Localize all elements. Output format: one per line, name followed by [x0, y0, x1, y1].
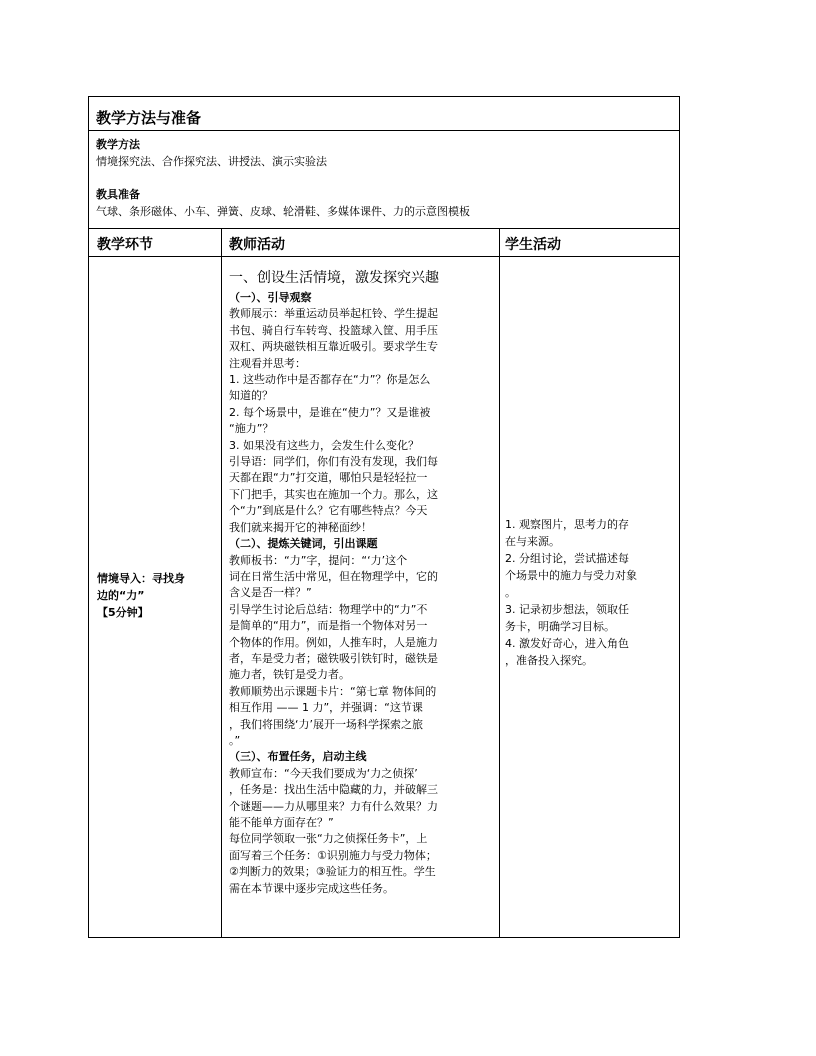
teacher-text-line: ②判断力的效果；③验证力的相互性。学生	[229, 865, 436, 879]
student-text-line: 3. 记录初步想法，领取任	[505, 603, 629, 616]
teacher-text-line: 每位同学领取一张“力之侦探任务卡”，上	[229, 832, 428, 846]
teacher-text-line: 天都在跟“力”打交道，哪怕只是轻轻拉一	[229, 471, 428, 485]
teacher-lines	[229, 290, 491, 897]
teacher-text-line: 引导语：同学们，你们有没有发现，我们每	[229, 455, 438, 469]
teacher-text-line: 。”	[229, 733, 241, 747]
teacher-text-line: 双杠、两块磁铁相互靠近吸引。要求学生专	[229, 340, 438, 354]
teacher-subheading: （一）、引导观察	[229, 291, 312, 304]
teacher-text-line: 知道的？	[229, 389, 273, 403]
student-text-line: 在与来源。	[505, 535, 560, 548]
methods-label: 教学方法	[96, 138, 140, 151]
student-text-line: 2. 分组讨论，尝试描述每	[505, 552, 629, 565]
student-text-line: 4. 激发好奇心，进入角色	[505, 637, 629, 650]
lesson-plan-table	[88, 96, 680, 938]
teacher-text-line: 相互作用 —— 1 力”，并强调：“这节课	[229, 701, 423, 715]
teacher-text-line: 下门把手，其实也在施加一个力。那么，这	[229, 487, 438, 501]
body-row	[89, 257, 679, 937]
teacher-text-line: 教师顺势出示课题卡片：“第七章 物体间的	[229, 684, 437, 698]
teacher-text-line: 施力者，铁钉是受力者。	[229, 668, 350, 682]
teacher-text-line: “施力”？	[229, 422, 274, 436]
student-text-line: 。	[505, 586, 516, 599]
stage-line: 情境导入：寻找身	[97, 572, 185, 585]
student-text-line: 1. 观察图片，思考力的存	[505, 518, 629, 531]
teacher-text-line: 教师展示：举重运动员举起杠铃、学生提起	[229, 307, 438, 321]
teacher-text-line: 者，车是受力者；磁铁吸引铁钉时，磁铁是	[229, 651, 438, 665]
tools-text: 气球、条形磁体、小车、弹簧、皮球、轮滑鞋、多媒体课件、力的示意图模板	[96, 205, 470, 218]
teacher-text-line: 引导学生讨论后总结：物理学中的“力”不	[229, 602, 428, 616]
student-text-line: 务卡，明确学习目标。	[505, 620, 615, 633]
teacher-text-line: 需在本节课中逐步完成这些任务。	[229, 881, 394, 895]
methods-text: 情境探究法、合作探究法、讲授法、演示实验法	[96, 155, 327, 168]
student-text-line: ，准备投入探究。	[505, 654, 593, 667]
header-teacher: 教师活动	[229, 237, 285, 253]
teacher-text-line: 是简单的“用力”，而是指一个物体对另一	[229, 619, 428, 633]
teacher-text-line: ，我们将围绕‘力’展开一场科学探索之旅	[229, 717, 423, 731]
teacher-text-line: 能不能单方面存在？”	[229, 816, 334, 829]
header-row	[89, 229, 679, 257]
teacher-text-line: 书包、骑自行车转弯、投篮球入筐、用手压	[229, 323, 438, 337]
teacher-text-line: ，任务是：找出生活中隐藏的力，并破解三	[229, 783, 438, 797]
teacher-text-line: 个“力”到底是什么？它有哪些特点？今天	[229, 504, 428, 518]
tools-block	[96, 186, 676, 220]
methods-row	[89, 131, 679, 229]
teacher-text-line: 我们就来揭开它的神秘面纱！	[229, 520, 372, 534]
teacher-text-line: 含义是否一样？”	[229, 586, 312, 600]
teacher-text-line: 教师宣布：“今天我们要成为‘力之侦探’	[229, 766, 418, 780]
tools-label: 教具准备	[96, 188, 140, 201]
teacher-text-line: 个谜题——力从哪里来？力有什么效果？力	[229, 799, 438, 813]
methods-block	[96, 136, 676, 170]
section-title: 教学方法与准备	[96, 109, 202, 127]
teacher-text-line: 注观看并思考：	[229, 356, 306, 370]
student-lines	[505, 516, 677, 669]
teacher-text-line: 3. 如果没有这些力，会发生什么变化？	[229, 438, 419, 452]
stage-line: 边的“力”	[97, 589, 145, 602]
teacher-activity-cell	[229, 268, 491, 897]
teacher-subheading: （三）、布置任务，启动主线	[229, 750, 367, 764]
header-stage: 教学环节	[97, 237, 153, 253]
student-text-line: 个场景中的施力与受力对象	[505, 569, 637, 582]
header-student: 学生活动	[505, 237, 561, 253]
teacher-text-line: 面写着三个任务：①识别施力与受力物体；	[229, 848, 437, 862]
teacher-text-line: 词在日常生活中常见，但在物理学中，它的	[229, 569, 438, 583]
teacher-text-line: 个物体的作用。例如，人推车时，人是施力	[229, 635, 438, 649]
student-activity-cell	[505, 516, 677, 669]
teacher-text-line: 2. 每个场景中，是谁在“使力”？又是谁被	[229, 405, 431, 419]
stage-duration: 【5分钟】	[97, 606, 149, 619]
teacher-text-line: 1. 这些动作中是否都存在“力”？你是怎么	[229, 373, 431, 387]
title-row	[89, 97, 679, 131]
teacher-main-heading: 一、创设生活情境，激发探究兴趣	[229, 270, 439, 286]
teacher-subheading: （二）、提炼关键词，引出课题	[229, 537, 378, 551]
stage-cell	[97, 570, 217, 621]
teacher-text-line: 教师板书：“力”字，提问：“‘力’这个	[229, 553, 408, 567]
